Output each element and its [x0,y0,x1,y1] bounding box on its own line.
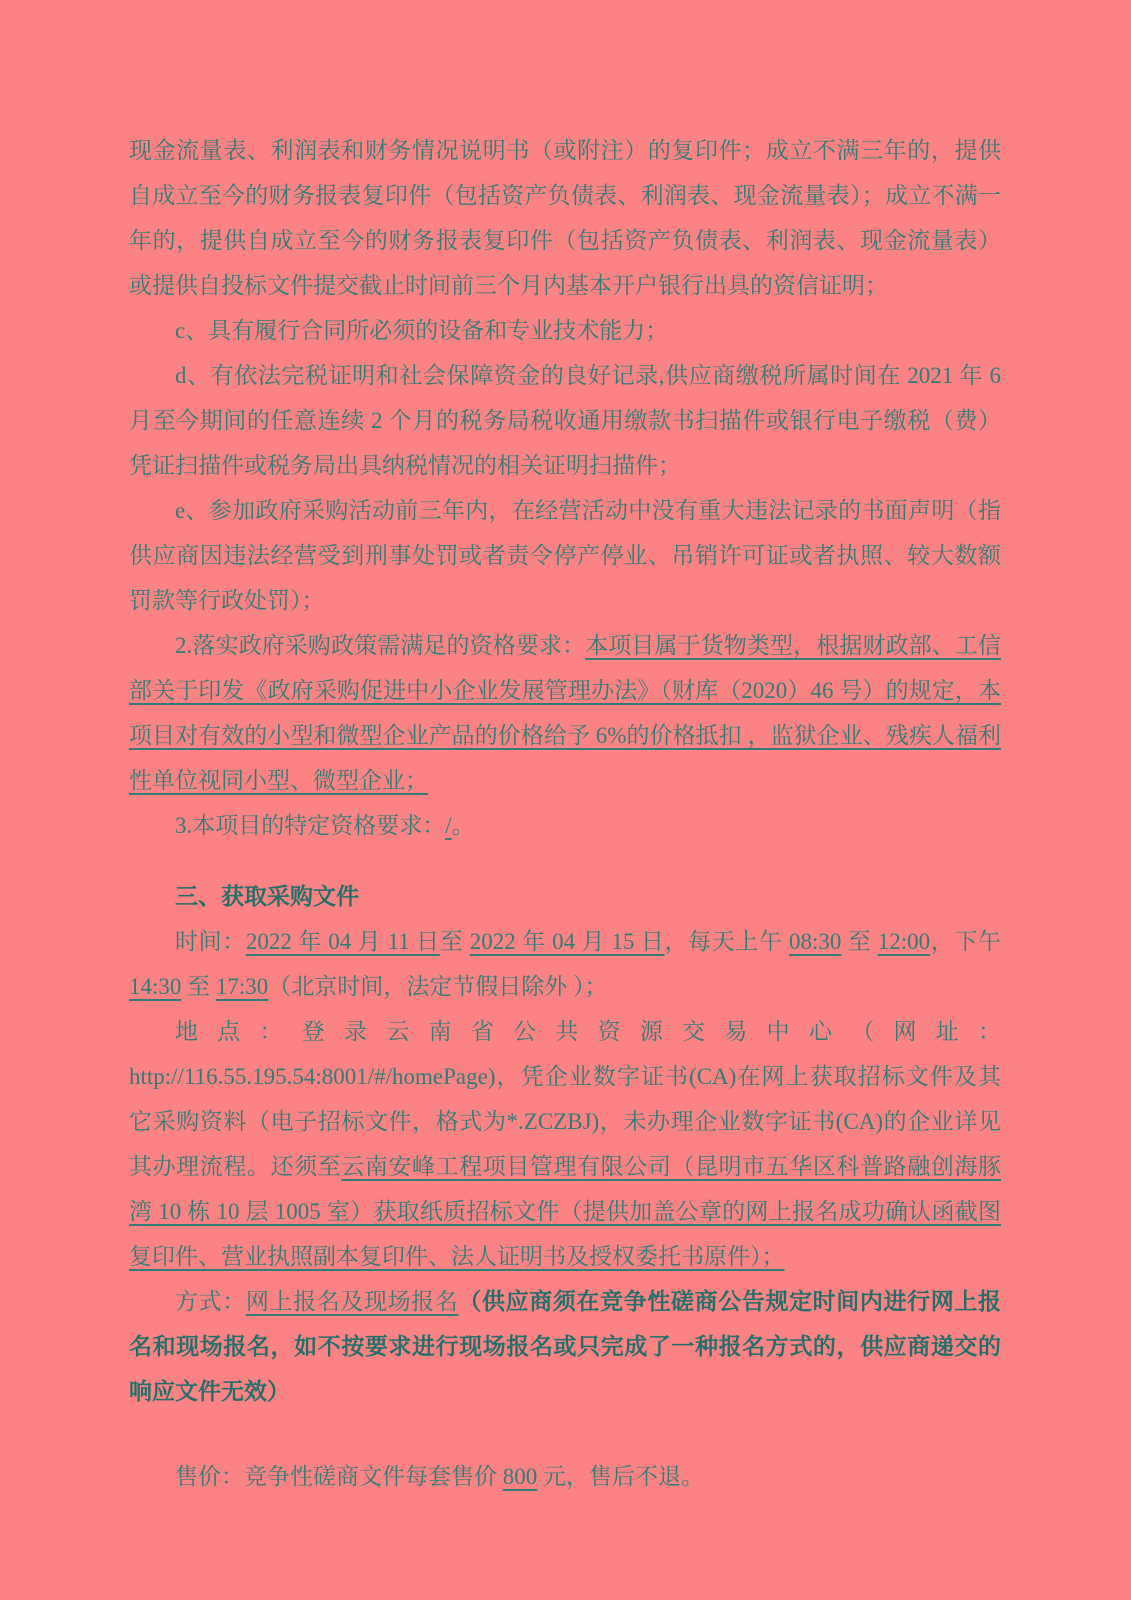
text-run: d、有依法完税证明和社会保障资金的良好记录,供应商缴税所属时间在 2021 年 6月至今期间的任意连续 2 个月的税务局税收通用缴款书扫描件或银行电子缴税（费）凭证扫描件或税务局出具纳税情况的相关证明扫描件； [129,363,1001,478]
text-run: 售价：竞争性磋商文件每套售价 [175,1464,503,1489]
text-run: c、具有履行合同所必须的设备和专业技术能力； [175,318,669,343]
underlined-time-am-start: 08:30 [789,929,842,954]
text-run: e、参加政府采购活动前三年内，在经营活动中没有重大违法记录的书面声明（指供应商因违法经营受到刑事处罚或者责令停产停业、吊销许可证或者执照、较大数额罚款等行政处罚）； [129,498,1001,613]
text-run: 2.落实政府采购政策需满足的资格要求： [175,633,586,658]
para-financial-statements [129,128,1001,308]
underlined-price-amount: 800 [502,1464,538,1489]
para-item-e-declaration [129,488,1001,623]
bold-registration-warning: （供应商须在竞争性磋商公告规定时间内进行网上报名和现场报名，如不按要求进行现场报名或只完成了一种报名方式的，供应商递交的响应文件无效） [129,1288,1002,1404]
text-run: 地点：登录云南省公共资源交易中心（网址： [175,1019,1001,1044]
para-method [129,1279,1001,1414]
underlined-time-am-end: 12:00 [877,929,931,954]
para-time [129,919,1001,1009]
text-run: 方式： [175,1289,246,1314]
para-policy-requirements [129,623,1001,803]
text-run: ，每天上午 [664,929,790,954]
para-price [129,1454,1001,1499]
para-item-c-equipment [129,308,1001,353]
underlined-registration-method: 网上报名及现场报名 [245,1289,459,1314]
para-item-d-tax-record [129,353,1001,488]
text-run: 现金流量表、利润表和财务情况说明书（或附注）的复印件；成立不满三年的，提供自成立至今的财务报表复印件（包括资产负债表、利润表、现金流量表）；成立不满一年的，提供自成立至今的财务报表复印件（包括资产负债表、利润表、现金流量表）或提供自投标文件提交截止时间前三个月内基本开户银行出具的资信证明； [129,138,1001,298]
para-specific-qualification [129,803,1001,848]
text-run: 。 [451,813,475,838]
underlined-policy-text: 本项目属于货物类型，根据财政部、工信部关于印发《政府采购促进中小企业发展管理办法》（财库（2020）46 号）的规定，本项目对有效的小型和微型企业产品的价格给予 6%的价格抵扣 ，监狱企业、残疾人福利性单位视同小型、微型企业； [129,633,1002,793]
heading-text: 三、获取采购文件 [175,883,359,909]
para-location [129,1009,1001,1279]
underlined-time-pm-start: 14:30 [129,974,182,999]
portal-url: http://116.55.195.54:8001/#/homePage)， [129,1064,521,1089]
underlined-date-end: 2022 年 04 月 15 日 [469,929,665,954]
underlined-slash: / [445,813,452,838]
section-heading-obtain-documents [129,874,1001,919]
text-run: 时间： [175,929,246,954]
text-run: （北京时间，法定节假日除外 ）； [268,974,608,999]
text-run: 至 [841,929,878,954]
underlined-agency-address: 云南安峰工程项目管理有限公司（昆明市五华区科普路融创海豚湾 10 栋 10 层 1005 室）获取纸质招标文件（提供加盖公章的网上报名成功确认函截图复印件、营业执照副本复印件、法人证明书及授权委托书原件）； [129,1154,1002,1269]
text-run: ，下午 [930,929,1002,954]
underlined-date-start: 2022 年 04 月 11 日 [245,929,440,954]
text-run: 至 [439,929,470,954]
underlined-time-pm-end: 17:30 [215,974,269,999]
text-run: 3.本项目的特定资格要求： [175,813,446,838]
text-run: 至 [181,974,216,999]
text-run: 凭企业数字证书(CA)在网上获取招标文件及其它采购资料（电子招标文件，格式为*.ZCZBJ)，未办理企业数字证书(CA)的企业详见其办理流程。还须至 [129,1064,1001,1179]
text-run: 元，售后不退。 [537,1464,704,1489]
